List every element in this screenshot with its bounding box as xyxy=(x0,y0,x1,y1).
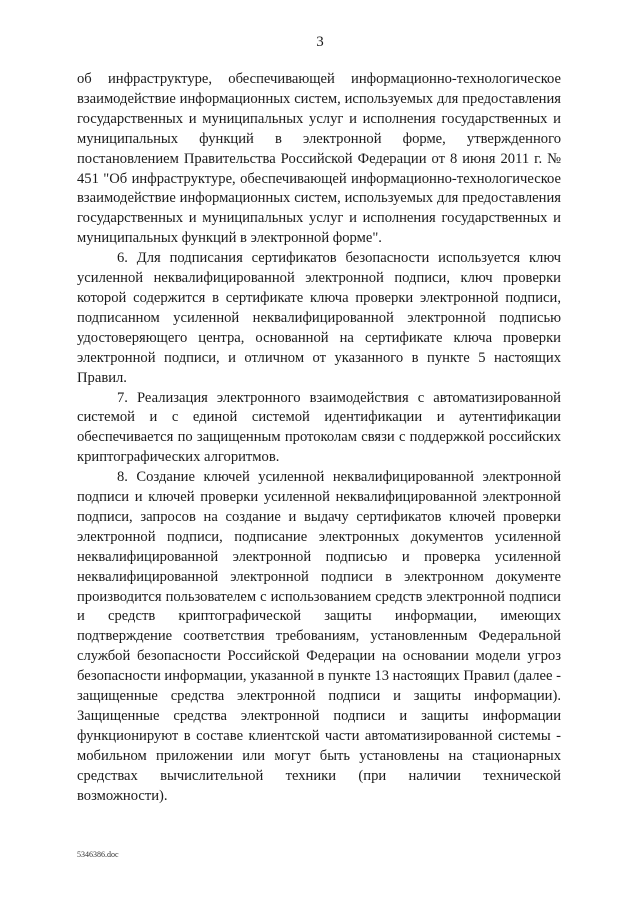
paragraph-item-8: 8. Создание ключей усиленной неквалифицированной электронной подписи и ключей проверки усиленной неквалифицированной электронной подписи, запросов на создание и выдачу сертификатов ключей проверки электронной подписи, подписание электронных документов усиленной неквалифицированной электронной подписью и проверка усиленной неквалифицированной электронной подписи в электронном документе производится пользователем с использованием средств электронной подписи и средств криптографической защиты информации, имеющих подтверждение соответствия требованиям, установленным Федеральной службой безопасности Российской Федерации на основании модели угроз безопасности информации, указанной в пункте 13 настоящих Правил (далее - защищенные средства электронной подписи и защиты информации). Защищенные средства электронной подписи и защиты информации функционируют в составе клиентской части автоматизированной системы - мобильном приложении или могут быть установлены на стационарных средствах вычислительной техники (при наличии технической возможности). xyxy=(77,469,561,804)
document-file-name: 5346386.doc xyxy=(77,850,119,859)
page-number: 3 xyxy=(316,34,324,50)
document-body xyxy=(77,70,561,807)
paragraph-continuation: об инфраструктуре, обеспечивающей информационно-технологическое взаимодействие информационных систем, используемых для предоставления государственных и муниципальных услуг и исполнения государственных и муниципальных функций в электронной форме, утвержденного постановлением Правительства Российской Федерации от 8 июня 2011 г. № 451 "Об инфраструктуре, обеспечивающей информационно-технологическое взаимодействие информационных систем, используемых для предоставления государственных и муниципальных услуг и исполнения государственных и муниципальных функций в электронной форме". xyxy=(77,71,561,247)
paragraph-item-6: 6. Для подписания сертификатов безопасности используется ключ усиленной неквалифицированной электронной подписи, ключ проверки которой содержится в сертификате ключа проверки электронной подписи, подписанном усиленной неквалифицированной электронной подписью удостоверяющего центра, основанной на сертификате ключа проверки электронной подписи, и отличном от указанного в пункте 5 настоящих Правил. xyxy=(77,250,561,386)
paragraph-item-7: 7. Реализация электронного взаимодействия с автоматизированной системой и с единой системой идентификации и аутентификации обеспечивается по защищенным протоколам связи с поддержкой российских криптографических алгоритмов. xyxy=(77,389,561,466)
